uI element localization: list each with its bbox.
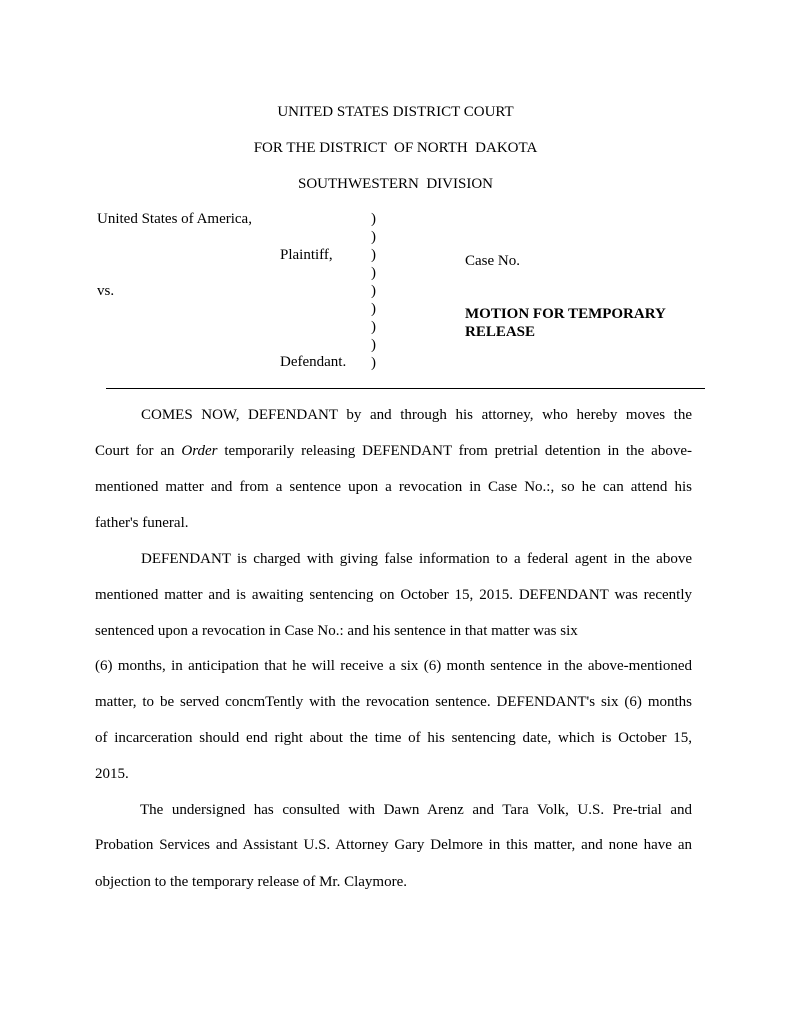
- paragraph-3-line-2: Probation Services and Assistant U.S. Attorney Gary Delmore in this matter, and none have an: [95, 837, 692, 853]
- plaintiff-name: United States of America,: [97, 211, 252, 227]
- court-name: UNITED STATES DISTRICT COURT: [277, 104, 514, 120]
- defendant-label: Defendant.: [280, 354, 347, 370]
- caption-paren-column: [371, 210, 383, 372]
- paragraph-1-line-2-b: temporarily releasing DEFENDANT from pretrial detention in the above-: [217, 443, 692, 459]
- district-name: FOR THE DISTRICT OF NORTH DAKOTA: [253, 140, 538, 156]
- order-emphasis: Order: [181, 443, 218, 459]
- caption-paren: ): [371, 247, 376, 263]
- paragraph-2-line-4: (6) months, in anticipation that he will receive a six (6) month sentence in the above-mentioned: [95, 658, 692, 674]
- paragraph-1-line-2: [95, 442, 692, 460]
- caption-paren: ): [371, 283, 376, 299]
- versus-label: vs.: [97, 283, 115, 299]
- paragraph-2-line-7: 2015.: [95, 766, 129, 782]
- caption-paren: ): [371, 265, 376, 281]
- paragraph-2-line-5: matter, to be served concmTently with the revocation sentence. DEFENDANT's six (6) months: [95, 694, 692, 710]
- division-name: SOUTHWESTERN DIVISION: [298, 176, 493, 192]
- paragraph-3-line-1: The undersigned has consulted with Dawn Arenz and Tara Volk, U.S. Pre-trial and: [140, 802, 692, 818]
- case-number-label: Case No.: [465, 253, 520, 269]
- paragraph-2-line-6: of incarceration should end right about the time of his sentencing date, which is October 15,: [95, 730, 692, 746]
- paragraph-2-line-1: DEFENDANT is charged with giving false information to a federal agent in the above: [141, 551, 692, 567]
- paragraph-1-line-2-a: Court for an: [95, 443, 182, 459]
- caption-divider: [106, 388, 705, 389]
- paragraph-1-line-4: father's funeral.: [95, 515, 189, 531]
- caption-paren: ): [371, 301, 376, 317]
- caption-paren: ): [371, 319, 376, 335]
- caption-paren: ): [371, 337, 376, 353]
- paragraph-3-line-3: objection to the temporary release of Mr. Claymore.: [95, 874, 407, 890]
- plaintiff-label: Plaintiff,: [280, 247, 333, 263]
- motion-title: MOTION FOR TEMPORARY RELEASE: [465, 306, 666, 340]
- caption-paren: ): [371, 229, 376, 245]
- paragraph-1-line-1: COMES NOW, DEFENDANT by and through his attorney, who hereby moves the: [141, 407, 692, 423]
- paragraph-1-line-3: mentioned matter and from a sentence upon a revocation in Case No.:, so he can attend his: [95, 479, 692, 495]
- caption-paren: ): [371, 355, 376, 371]
- caption-paren: ): [371, 211, 376, 227]
- paragraph-2-line-2: mentioned matter and is awaiting sentencing on October 15, 2015. DEFENDANT was recently: [95, 587, 692, 603]
- paragraph-2-line-3: sentenced upon a revocation in Case No.: and his sentence in that matter was six: [95, 623, 578, 639]
